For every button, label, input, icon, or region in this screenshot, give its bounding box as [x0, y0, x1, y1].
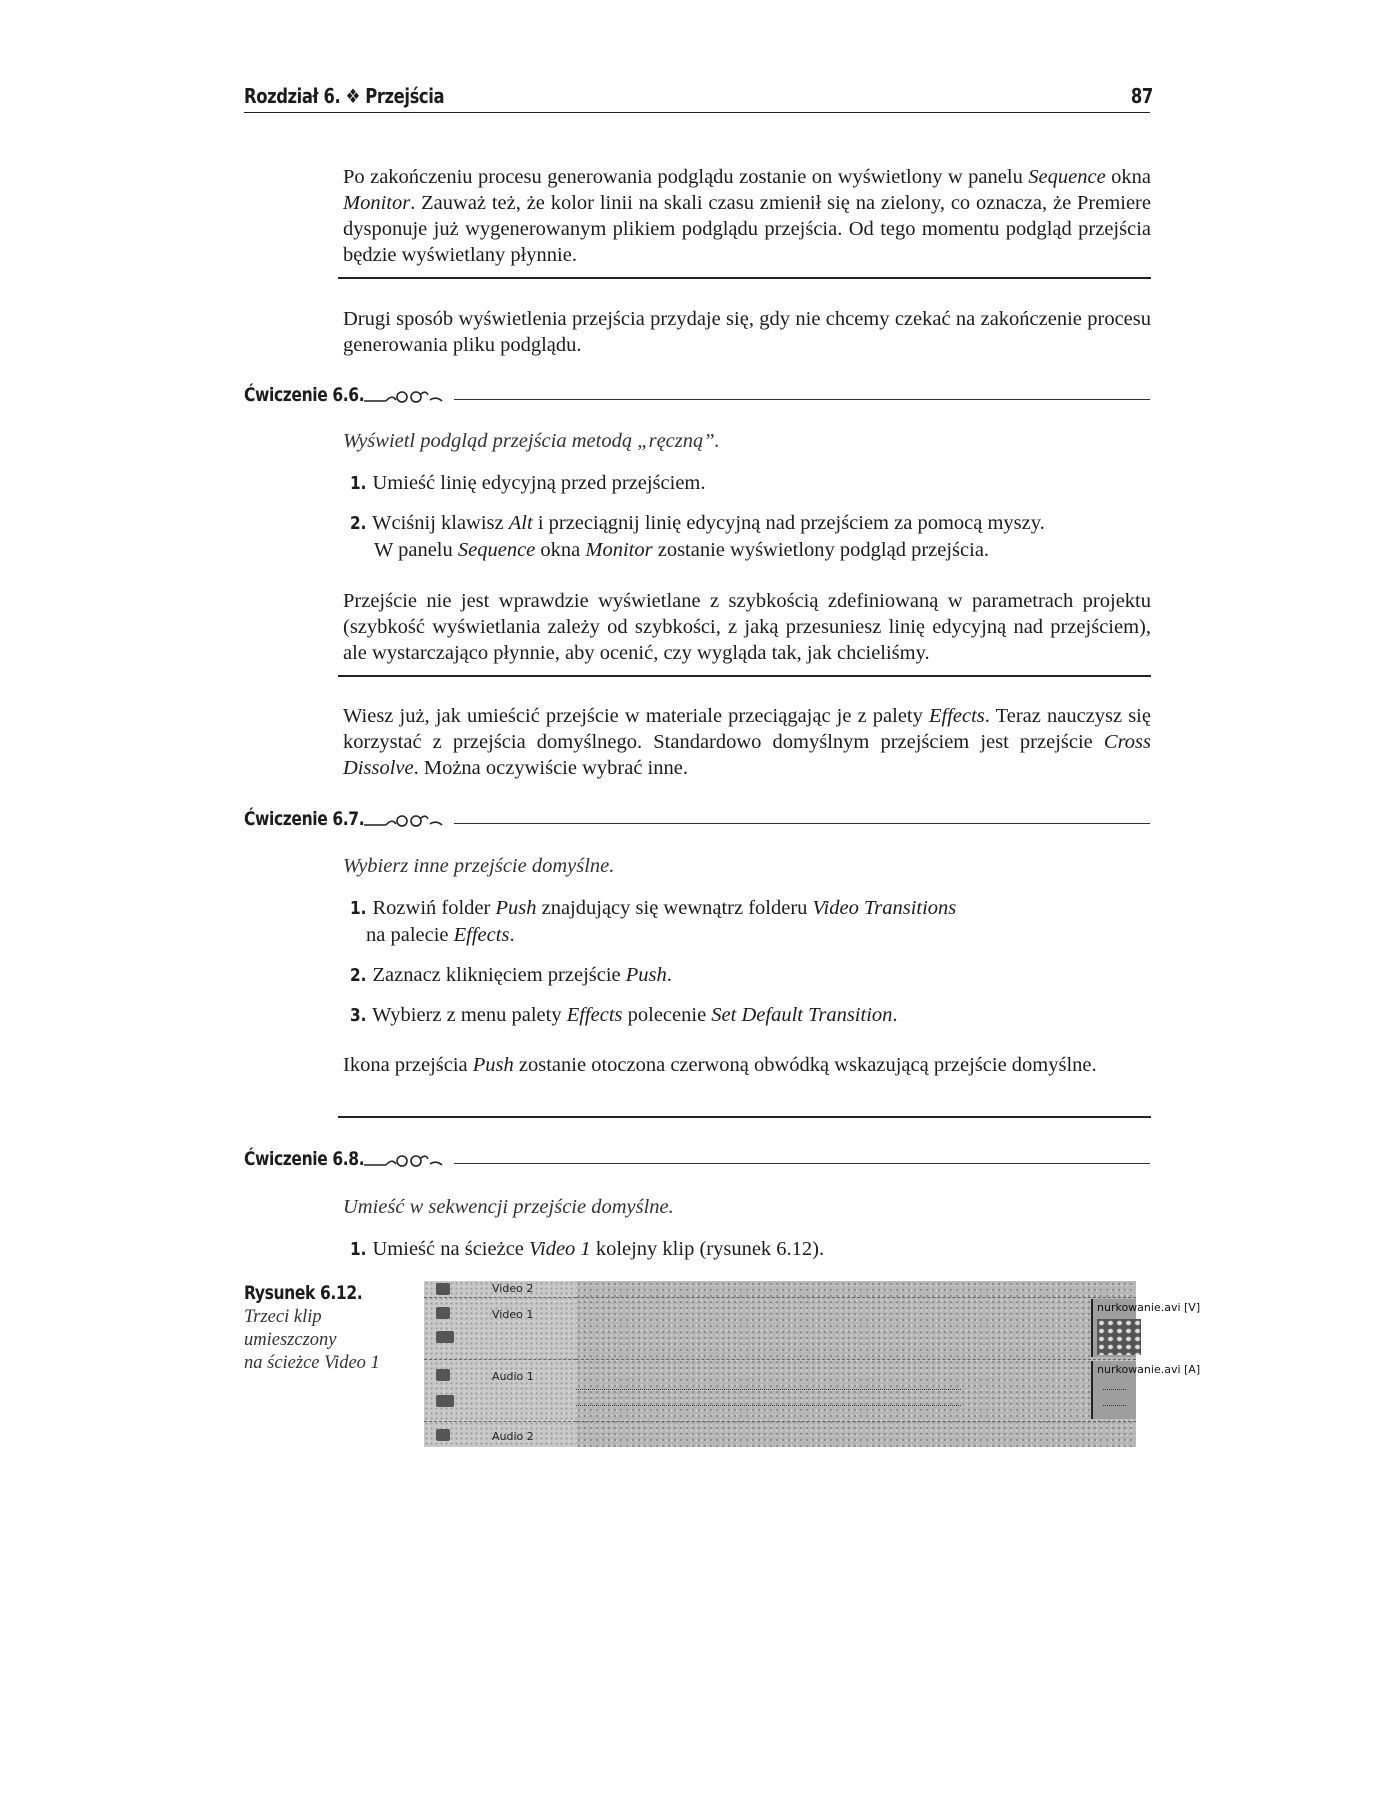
- exercise-label: Ćwiczenie 6.8.: [244, 1148, 365, 1170]
- video-clip[interactable]: [1091, 1299, 1201, 1357]
- section-rule: [338, 675, 1151, 677]
- figure-title: Rysunek 6.12.: [244, 1282, 363, 1304]
- track-divider: [576, 1297, 1136, 1298]
- exercise-heading: [244, 1148, 1150, 1174]
- step-item: 3. Wybierz z menu palety Effects polecenie Set Default Transition.: [350, 1002, 1150, 1029]
- exercise-heading: [244, 384, 1150, 410]
- track-label: Video 1: [492, 1308, 534, 1321]
- paragraph-1: Po zakończeniu procesu generowania podglądu zostanie on wyświetlony w panelu Sequence okna Monitor. Zauważ też, że kolor linii na skali czasu zmienił się na zielony, co oznacza, że Premiere dysponuje już wygenerowanym plikiem podglądu przejścia. Od tego momentu podgląd przejścia będzie wyświetlany płynnie.: [343, 166, 1151, 266]
- step-number: 1.: [350, 898, 367, 919]
- track-area: [576, 1281, 1201, 1447]
- exercise-rule: [454, 823, 1150, 824]
- section-rule: [338, 1116, 1151, 1118]
- step-number: 3.: [350, 1005, 367, 1026]
- paragraph-5: Ikona przejścia Push zostanie otoczona czerwoną obwódką wskazującą przejście domyślne.: [343, 1054, 1097, 1076]
- chapter-title: Rozdział 6. ❖ Przejścia: [244, 84, 445, 108]
- lock-icon: [436, 1331, 454, 1343]
- paragraph-3: Przejście nie jest wprawdzie wyświetlane z szybkością zdefiniowaną w parametrach projektu (szybkość wyświetlania zależy od szybkości, z jaką przesuniesz linię edycyjną nad przejściem), ale wystarczająco płynnie, aby ocenić, czy wygląda tak, jak chcieliśmy.: [343, 590, 1151, 664]
- step-number: 1.: [350, 1239, 367, 1260]
- step-item: 2. Zaznacz kliknięciem przejście Push.: [350, 962, 1150, 989]
- exercise-rule: [454, 399, 1150, 400]
- clip-thumbnail: [1097, 1319, 1141, 1355]
- exercise-task: Wybierz inne przejście domyślne.: [343, 855, 615, 877]
- exercise-label: Ćwiczenie 6.7.: [244, 808, 365, 830]
- speaker-icon: [436, 1369, 450, 1381]
- waveform: [1103, 1389, 1126, 1390]
- waveform: [1103, 1405, 1126, 1406]
- eye-icon: [436, 1307, 450, 1319]
- paragraph-4: Wiesz już, jak umieścić przejście w materiale przeciągając je z palety Effects. Teraz nauczysz się korzystać z przejścia domyślnego. Standardowo domyślnym przejściem jest przejście Cross Dissolve. Można oczywiście wybrać inne.: [343, 705, 1151, 779]
- page-number: 87: [1130, 84, 1153, 108]
- exercise-task: Wyświetl podgląd przejścia metodą „ręczną”.: [343, 430, 720, 452]
- timeline-figure: [424, 1281, 1201, 1447]
- exercise-task: Umieść w sekwencji przejście domyślne.: [343, 1196, 674, 1218]
- track-divider: [576, 1421, 1136, 1422]
- ornament-icon: [364, 386, 464, 408]
- track-headers: [424, 1281, 576, 1447]
- ornament-icon: [364, 810, 464, 832]
- exercise-label: Ćwiczenie 6.6.: [244, 384, 365, 406]
- ornament-icon: [364, 1150, 464, 1172]
- speaker-icon: [436, 1429, 450, 1441]
- track-label: Audio 2: [492, 1430, 534, 1443]
- track-divider: [424, 1297, 576, 1298]
- track-divider: [576, 1359, 1136, 1360]
- exercise-heading: [244, 808, 1150, 834]
- clip-name: nurkowanie.avi [V]: [1097, 1301, 1201, 1314]
- waveform: [576, 1389, 961, 1390]
- figure-description: Trzeci klip umieszczony na ścieżce Video 1: [244, 1307, 380, 1373]
- step-number: 1.: [350, 473, 367, 494]
- step-number: 2.: [350, 965, 367, 986]
- section-rule: [338, 277, 1151, 279]
- track-divider: [424, 1421, 576, 1422]
- running-header: [244, 82, 1153, 113]
- track-divider: [424, 1359, 576, 1360]
- clip-name: nurkowanie.avi [A]: [1097, 1363, 1201, 1376]
- step-number: 2.: [350, 513, 367, 534]
- track-label: Audio 1: [492, 1370, 534, 1383]
- step-item: [350, 470, 1150, 497]
- figure-caption: [244, 1282, 404, 1375]
- step-text: Umieść linię edycyjną przed przejściem.: [372, 472, 706, 494]
- audio-clip[interactable]: [1091, 1361, 1201, 1419]
- step-item: 2. Wciśnij klawisz Alt i przeciągnij linię edycyjną nad przejściem za pomocą myszy. W panelu Sequence okna Monitor zostanie wyświetlony podgląd przejścia.: [350, 512, 1045, 561]
- lock-icon: [436, 1395, 454, 1407]
- waveform: [576, 1405, 961, 1406]
- eye-icon: [436, 1283, 450, 1295]
- step-item: 1. Umieść na ścieżce Video 1 kolejny klip (rysunek 6.12).: [350, 1236, 1150, 1263]
- track-label: Video 2: [492, 1282, 534, 1295]
- paragraph-2: Drugi sposób wyświetlenia przejścia przydaje się, gdy nie chcemy czekać na zakończenie procesu generowania pliku podglądu.: [343, 308, 1151, 356]
- exercise-rule: [454, 1163, 1150, 1164]
- step-item: 1. Rozwiń folder Push znajdujący się wewnątrz folderu Video Transitions na palecie Effects.: [350, 897, 957, 946]
